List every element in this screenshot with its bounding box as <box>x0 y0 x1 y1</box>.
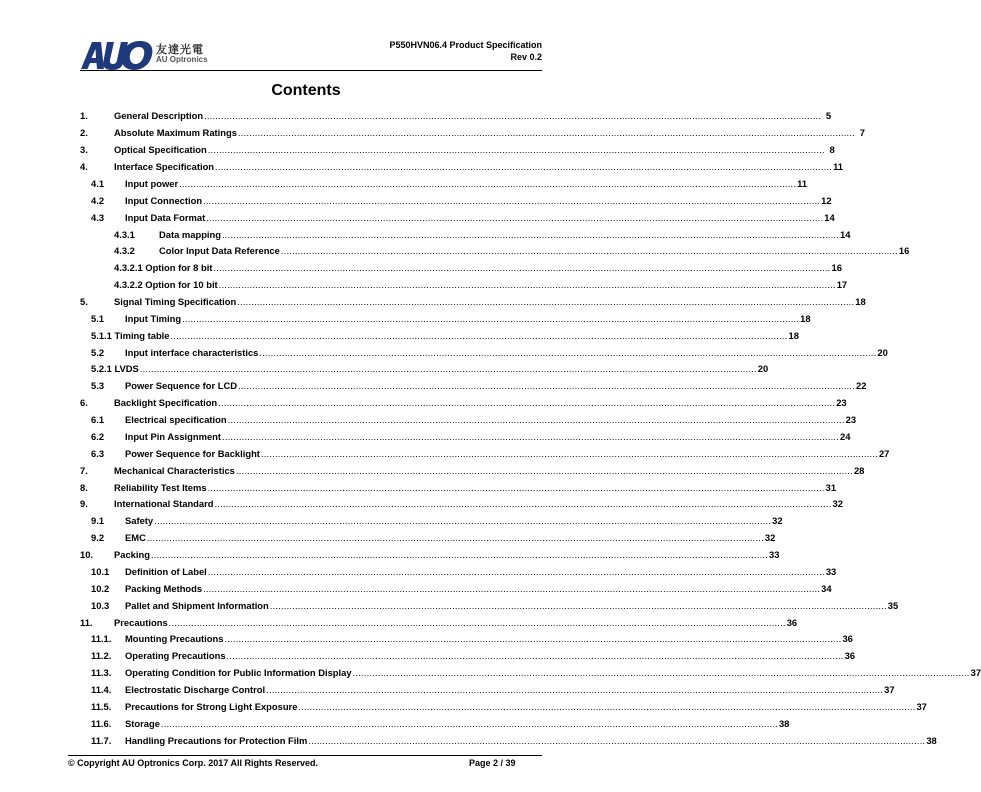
footer-page-number: Page 2 / 39 <box>469 758 516 768</box>
toc-entry-label <box>80 735 307 747</box>
toc-entry-number: 5. <box>80 295 88 307</box>
toc-entry[interactable] <box>80 462 865 479</box>
toc-entry-number: 11.2. <box>91 650 112 662</box>
toc-entry-label <box>80 262 212 274</box>
toc-entry[interactable] <box>80 698 927 715</box>
toc-dot-leader: ............................................................................................................................................................................................................................ <box>218 279 836 291</box>
toc-entry[interactable] <box>80 530 776 547</box>
toc-dot-leader: ............................................................................................................................................................................................................................ <box>259 346 877 358</box>
toc-entry-title: Optical Specification <box>114 144 207 156</box>
toc-entry-title: Input Data Format <box>125 211 206 223</box>
toc-entry-number: 11.6. <box>91 717 112 729</box>
toc-entry-page: 7 <box>859 127 865 139</box>
toc-entry-number: 6.2 <box>91 430 105 442</box>
toc-entry-page: 14 <box>824 211 835 223</box>
toc-dot-leader: ............................................................................................................................................................................................................................ <box>214 498 832 510</box>
toc-entry[interactable] <box>80 209 835 226</box>
toc-dot-leader: ............................................................................................................................................................................................................................ <box>260 447 878 459</box>
toc-entry[interactable] <box>80 310 811 327</box>
toc-entry-label <box>80 515 153 527</box>
toc-entry-label <box>80 229 221 241</box>
toc-entry-page: 32 <box>832 498 843 510</box>
toc-entry-label <box>80 245 280 257</box>
toc-entry[interactable] <box>80 243 910 260</box>
footer-copyright: © Copyright AU Optronics Corp. 2017 All Rights Reserved. <box>68 758 319 768</box>
toc-entry-label <box>80 684 265 696</box>
toc-entry[interactable] <box>80 563 837 580</box>
toc-entry-label <box>80 532 146 544</box>
toc-entry-title: Reliability Test Items <box>114 481 207 493</box>
toc-dot-leader: ............................................................................................................................................................................................................................ <box>170 329 788 341</box>
toc-dot-leader: ............................................................................................................................................................................................................................ <box>207 144 825 156</box>
toc-entry-page: 8 <box>829 144 835 156</box>
toc-entry-title: Mounting Precautions <box>125 633 224 645</box>
toc-entry-title: 4.3.2.1 Option for 8 bit <box>114 262 213 274</box>
toc-dot-leader: ............................................................................................................................................................................................................................ <box>150 549 768 561</box>
toc-entry-page: 11 <box>797 177 808 189</box>
toc-entry-title: Packing Methods <box>125 582 203 594</box>
toc-entry-label <box>80 178 178 190</box>
toc-entry-label <box>80 701 297 713</box>
toc-entry-title: Operating Precautions <box>125 650 226 662</box>
toc-entry-page: 12 <box>821 194 832 206</box>
toc-entry[interactable] <box>80 175 808 192</box>
toc-entry-page: 24 <box>840 430 851 442</box>
toc-entry-page: 38 <box>926 734 937 746</box>
toc-entry-page: 33 <box>825 565 837 577</box>
toc-entry-number: 4.2 <box>91 194 105 206</box>
toc-entry-label <box>80 195 202 207</box>
toc-entry-page: 35 <box>887 599 899 611</box>
toc-entry[interactable] <box>80 277 848 294</box>
toc-entry[interactable] <box>80 648 856 665</box>
toc-dot-leader: ............................................................................................................................................................................................................................ <box>222 430 840 442</box>
toc-entry-title: Color Input Data Reference <box>159 245 280 257</box>
toc-entry-page: 23 <box>845 414 857 426</box>
toc-entry-number: 6.3 <box>91 447 105 459</box>
toc-entry[interactable] <box>80 547 780 564</box>
toc-entry-number: 9. <box>80 498 88 510</box>
toc-entry[interactable] <box>80 260 842 277</box>
toc-entry-label <box>80 583 202 595</box>
toc-entry-page: 37 <box>916 700 927 712</box>
toc-entry-page: 16 <box>898 245 910 257</box>
toc-entry-number: 5.3 <box>91 380 105 392</box>
toc-entry-label <box>80 549 150 561</box>
toc-entry-number: 5.1 <box>91 312 105 324</box>
toc-entry-label <box>80 212 205 224</box>
toc-entry-number: 9.1 <box>91 515 105 527</box>
logo-chinese-text: 友達光電 <box>156 43 204 56</box>
logo-english-text: AU Optronics <box>156 55 208 64</box>
toc-entry-page: 31 <box>825 481 837 493</box>
toc-entry-page: 27 <box>878 447 890 459</box>
toc-dot-leader: ............................................................................................................................................................................................................................ <box>237 127 855 139</box>
toc-entry-title: General Description <box>114 110 204 122</box>
toc-entry-label <box>80 363 139 375</box>
toc-entry-page: 34 <box>821 582 832 594</box>
toc-entry-label <box>80 296 236 308</box>
toc-dot-leader: ............................................................................................................................................................................................................................ <box>154 515 772 527</box>
toc-entry[interactable] <box>80 445 890 462</box>
header-divider <box>80 70 542 71</box>
toc-entry[interactable] <box>80 142 835 159</box>
toc-entry[interactable] <box>80 580 832 597</box>
toc-entry-label <box>80 431 221 443</box>
toc-dot-leader: ............................................................................................................................................................................................................................ <box>179 177 797 189</box>
toc-entry-title: Definition of Label <box>125 565 207 577</box>
toc-entry-label <box>80 313 181 325</box>
toc-entry-title: Operating Condition for Public Information Display <box>125 667 352 679</box>
toc-entry[interactable] <box>80 226 851 243</box>
toc-dot-leader: ............................................................................................................................................................................................................................ <box>203 194 821 206</box>
document-title: P550HVN06.4 Product Specification <box>389 40 542 50</box>
toc-entry-page: 14 <box>840 228 851 240</box>
toc-entry-label <box>80 279 218 291</box>
toc-entry-number: 7. <box>80 464 88 476</box>
toc-entry-title: EMC <box>125 532 146 544</box>
toc-entry-number: 4.3.1 <box>114 228 135 240</box>
toc-entry-page: 18 <box>855 295 866 307</box>
toc-entry-title: Backlight Specification <box>114 397 218 409</box>
toc-entry-label <box>80 650 226 662</box>
toc-entry-number: 10.2 <box>91 582 110 594</box>
toc-dot-leader: ............................................................................................................................................................................................................................ <box>235 464 853 476</box>
toc-entry-number: 10.3 <box>91 599 110 611</box>
toc-dot-leader: ............................................................................................................................................................................................................................ <box>269 599 887 611</box>
toc-entry-number: 4.3 <box>91 211 105 223</box>
toc-entry[interactable] <box>80 732 937 749</box>
toc-entry[interactable] <box>80 665 981 682</box>
footer-divider <box>68 755 542 756</box>
toc-dot-leader: ............................................................................................................................................................................................................................ <box>266 684 884 695</box>
toc-entry[interactable] <box>80 125 865 142</box>
toc-entry-label <box>80 448 260 460</box>
toc-entry-page: 37 <box>970 667 981 679</box>
toc-entry-label <box>80 600 269 612</box>
toc-entry-label <box>80 718 160 730</box>
toc-entry-label <box>80 330 170 342</box>
toc-dot-leader: ............................................................................................................................................................................................................................ <box>280 245 898 257</box>
toc-entry-page: 11 <box>833 161 843 173</box>
toc-entry-page: 32 <box>772 515 783 527</box>
toc-entry-number: 11.4. <box>91 684 112 695</box>
document-header <box>389 40 542 63</box>
toc-entry[interactable] <box>80 597 899 614</box>
toc-entry-number: 4.1 <box>91 177 105 189</box>
toc-entry[interactable] <box>80 429 851 446</box>
toc-entry-title: Storage <box>125 717 160 729</box>
toc-entry-label <box>80 498 214 510</box>
toc-dot-leader: ............................................................................................................................................................................................................................ <box>207 481 825 493</box>
toc-entry-number: 11.7. <box>91 734 112 746</box>
toc-entry-page: 37 <box>884 684 895 695</box>
toc-entry-label <box>80 617 168 629</box>
toc-entry-label <box>80 347 258 359</box>
toc-entry[interactable] <box>80 294 866 311</box>
toc-dot-leader: ............................................................................................................................................................................................................................ <box>204 110 822 122</box>
toc-dot-leader: ............................................................................................................................................................................................................................ <box>203 582 821 594</box>
toc-entry[interactable] <box>80 479 837 496</box>
toc-entry[interactable] <box>80 192 832 209</box>
toc-entry-title: 5.1.1 Timing table <box>91 329 170 341</box>
toc-entry[interactable] <box>80 327 799 344</box>
toc-entry-number: 8. <box>80 481 88 493</box>
toc-entry[interactable] <box>80 344 888 361</box>
toc-dot-leader: ............................................................................................................................................................................................................................ <box>352 667 970 679</box>
toc-entry-page: 33 <box>768 549 780 561</box>
toc-entry-title: Electrostatic Discharge Control <box>125 684 266 695</box>
toc-dot-leader: ............................................................................................................................................................................................................................ <box>146 532 764 544</box>
toc-entry[interactable] <box>80 412 857 429</box>
toc-entry-title: Signal Timing Specification <box>114 295 237 307</box>
toc-entry-title: Power Sequence for Backlight <box>125 447 260 459</box>
toc-dot-leader: ............................................................................................................................................................................................................................ <box>227 414 845 426</box>
toc-dot-leader: ............................................................................................................................................................................................................................ <box>226 650 844 662</box>
toc-entry-number: 6.1 <box>91 414 105 426</box>
document-revision: Rev 0.2 <box>510 51 542 62</box>
toc-entry[interactable] <box>80 108 832 125</box>
toc-entry-page: 18 <box>800 312 811 324</box>
toc-entry-number: 11.1. <box>91 633 112 645</box>
toc-entry-number: 1. <box>80 110 88 122</box>
toc-entry[interactable] <box>80 378 867 395</box>
toc-entry-title: Input interface characteristics <box>125 346 259 358</box>
toc-dot-leader: ............................................................................................................................................................................................................................ <box>224 633 842 645</box>
toc-entry-title: Packing <box>114 549 150 561</box>
toc-entry-label <box>80 161 214 173</box>
toc-entry-label <box>80 414 227 426</box>
toc-entry-page: 5 <box>825 110 832 122</box>
toc-entry-title: Handling Precautions for Protection Film <box>125 734 308 746</box>
toc-entry-number: 11. <box>80 616 93 628</box>
toc-entry-title: Input Connection <box>125 194 203 206</box>
toc-entry-title: Input Pin Assignment <box>125 430 222 442</box>
toc-entry[interactable] <box>80 631 853 648</box>
toc-entry-page: 36 <box>844 650 856 662</box>
toc-dot-leader: ............................................................................................................................................................................................................................ <box>215 161 833 173</box>
toc-dot-leader: ............................................................................................................................................................................................................................ <box>298 700 916 712</box>
toc-entry-title: Mechanical Characteristics <box>114 464 235 476</box>
toc-entry-title: Precautions for Strong Light Exposure <box>125 700 298 712</box>
toc-entry[interactable] <box>80 395 847 412</box>
toc-entry-label <box>80 380 237 392</box>
toc-entry-title: Power Sequence for LCD <box>125 380 238 392</box>
auo-logo-icon <box>80 40 154 70</box>
toc-entry-page: 23 <box>836 397 847 409</box>
toc-entry-page: 36 <box>842 633 853 645</box>
toc-entry[interactable] <box>80 715 790 732</box>
toc-dot-leader: ............................................................................................................................................................................................................................ <box>213 262 831 274</box>
toc-entry-title: Pallet and Shipment Information <box>125 599 269 611</box>
toc-entry-title: International Standard <box>114 498 214 510</box>
toc-entry[interactable] <box>80 361 769 378</box>
toc-entry-page: 38 <box>778 717 790 729</box>
toc-entry-title: Absolute Maximum Ratings <box>114 127 237 139</box>
toc-entry-title: Precautions <box>114 616 168 628</box>
toc-entry-number: 10. <box>80 549 94 561</box>
toc-dot-leader: ............................................................................................................................................................................................................................ <box>218 397 836 409</box>
toc-entry-number: 9.2 <box>91 532 105 544</box>
toc-entry-number: 4.3.2 <box>114 245 135 257</box>
toc-dot-leader: ............................................................................................................................................................................................................................ <box>308 734 926 746</box>
toc-entry-page: 28 <box>853 464 865 476</box>
toc-entry-page: 20 <box>757 363 769 375</box>
toc-dot-leader: ............................................................................................................................................................................................................................ <box>206 211 824 223</box>
toc-entry-label <box>80 465 235 477</box>
toc-dot-leader: ............................................................................................................................................................................................................................ <box>160 717 778 729</box>
toc-entry-title: Input power <box>125 177 179 189</box>
toc-dot-leader: ............................................................................................................................................................................................................................ <box>207 565 825 577</box>
toc-entry-title: 5.2.1 LVDS <box>91 363 139 375</box>
toc-entry-page: 32 <box>764 532 776 544</box>
toc-entry-label <box>80 482 207 494</box>
toc-entry-title: Input Timing <box>125 312 182 324</box>
toc-entry-title: Safety <box>125 515 154 527</box>
toc-entry-page: 36 <box>786 616 798 628</box>
toc-entry-title: Data mapping <box>159 228 221 240</box>
toc-entry-number: 10.1 <box>91 565 110 577</box>
toc-entry-label <box>80 110 203 122</box>
toc-entry-label <box>80 144 207 156</box>
toc-entry-number: 5.2 <box>91 346 105 358</box>
toc-entry-page: 22 <box>856 380 867 392</box>
toc-dot-leader: ............................................................................................................................................................................................................................ <box>222 228 840 240</box>
toc-entry-title: Electrical specification <box>125 414 227 426</box>
toc-dot-leader: ............................................................................................................................................................................................................................ <box>168 616 786 628</box>
toc-entry[interactable] <box>80 614 798 631</box>
toc-dot-leader: ............................................................................................................................................................................................................................ <box>182 312 800 324</box>
toc-entry-label <box>80 566 207 578</box>
toc-entry[interactable] <box>80 159 843 176</box>
toc-entry[interactable] <box>80 496 843 513</box>
toc-entry-label <box>80 633 223 645</box>
toc-entry-page: 18 <box>788 329 799 341</box>
toc-entry-page: 20 <box>877 346 888 358</box>
toc-entry-number: 6. <box>80 397 88 409</box>
toc-entry-page: 17 <box>836 279 848 291</box>
toc-entry-title: Interface Specification <box>114 161 215 173</box>
toc-entry[interactable] <box>80 682 895 699</box>
page-title: Contents <box>271 82 341 99</box>
toc-entry[interactable] <box>80 513 783 530</box>
toc-entry-number: 4. <box>80 161 88 173</box>
toc-entry-number: 3. <box>80 144 88 156</box>
toc-entry-page: 16 <box>831 262 842 274</box>
toc-entry-label <box>80 667 352 679</box>
toc-entry-label <box>80 397 217 409</box>
company-logo <box>80 40 220 70</box>
toc-entry-label <box>80 127 237 139</box>
toc-entry-number: 11.3. <box>91 667 112 679</box>
toc-entry-number: 11.5. <box>91 700 112 712</box>
toc-dot-leader: ............................................................................................................................................................................................................................ <box>237 295 855 307</box>
toc-dot-leader: ............................................................................................................................................................................................................................ <box>139 363 757 375</box>
toc-entry-number: 2. <box>80 127 88 139</box>
toc-entry-title: 4.3.2.2 Option for 10 bit <box>114 279 218 291</box>
toc-dot-leader: ............................................................................................................................................................................................................................ <box>238 380 856 392</box>
